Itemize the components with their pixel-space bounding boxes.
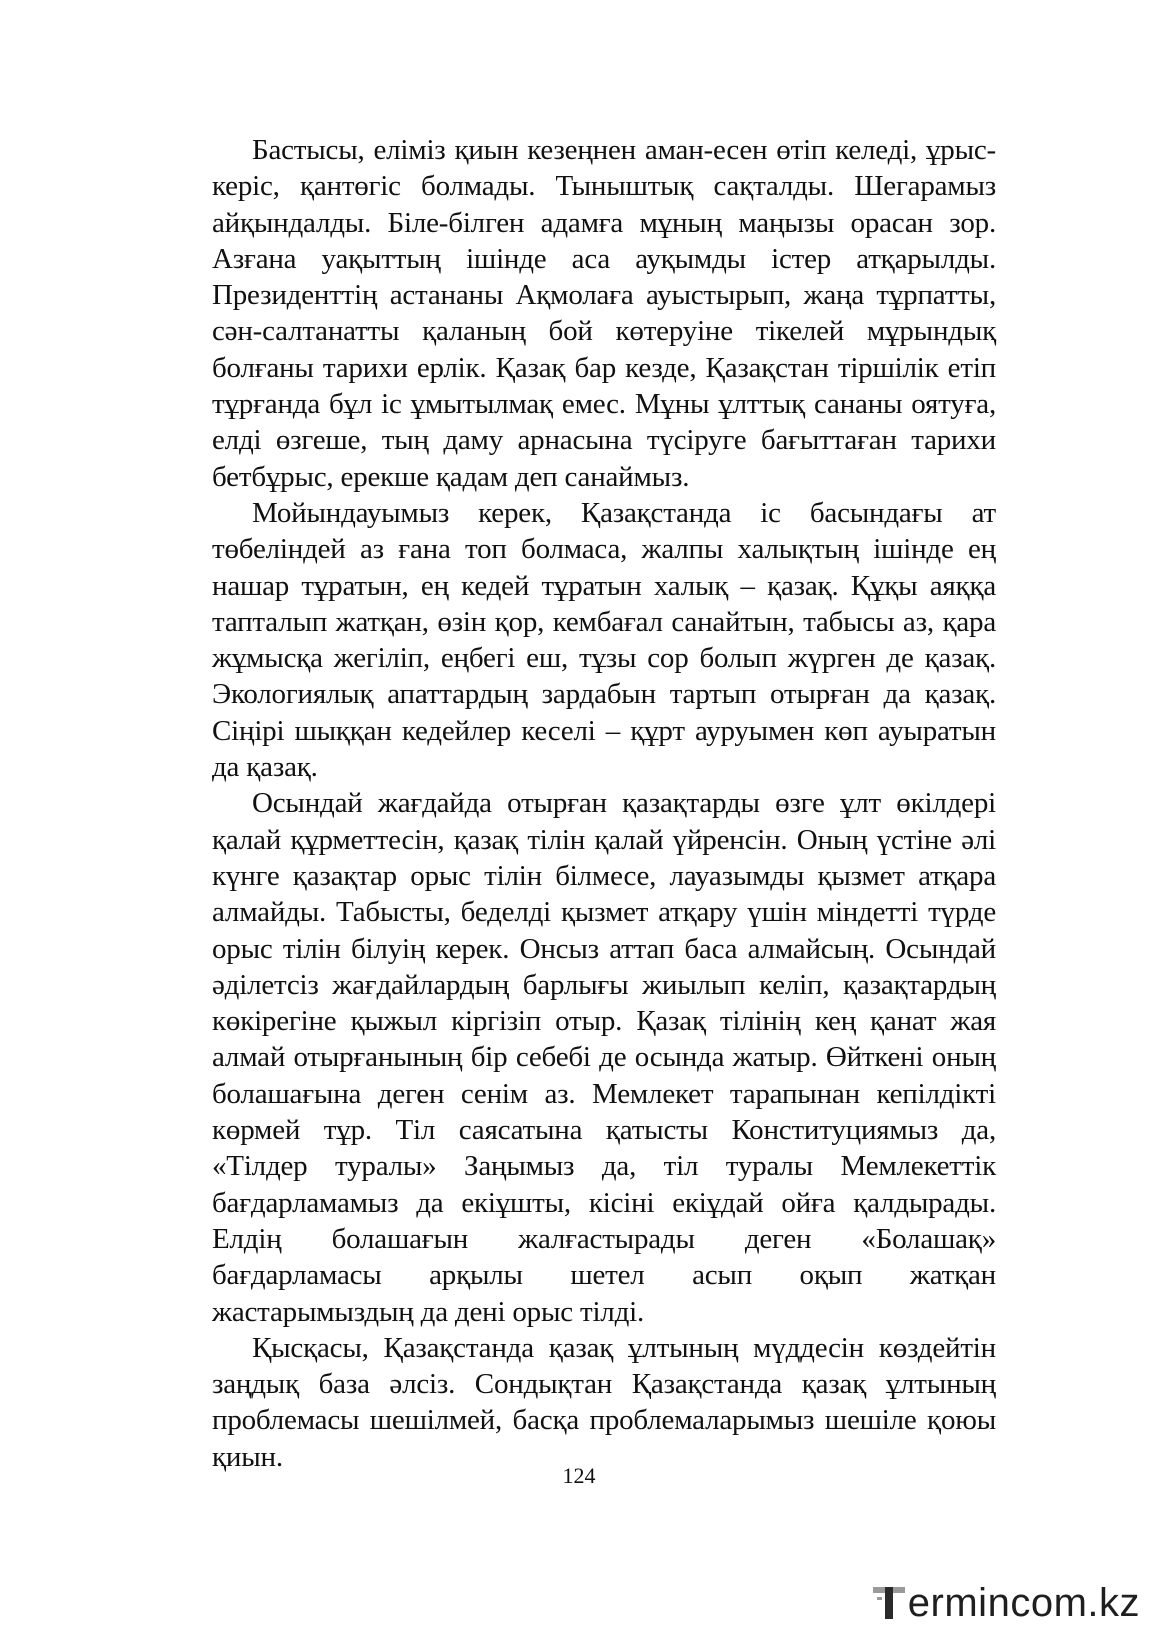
watermark-text: ermincom.kz: [907, 1581, 1140, 1625]
watermark-logo: [872, 1573, 1140, 1625]
page-number: 124: [562, 1463, 596, 1488]
body-text: [212, 132, 996, 1475]
paragraph-1: Бастысы, еліміз қиын кезеңнен аман-есен өтіп келеді, ұрыс-керіс, қантөгіс болмады. Тыныштық сақталды. Шегарамыз айқындалды. Біле-білген адамға мұның маңызы орасан зор. Азғана уақыттың ішінде аса ауқымды істер атқарылды. Президенттің астананы Ақмолаға ауыстырып, жаңа тұрпатты, сән-салтанатты қаланың бой көтеруіне тікелей мұрындық болғаны тарихи ерлік. Қазақ бар кезде, Қазақстан тіршілік етіп тұрғанда бұл іс ұмытылмақ емес. Мұны ұлттық сананы оятуға, елді өзгеше, тың даму арнасына түсіруге бағыттаған тарихи бетбұрыс, ерекше қадам деп санаймыз.: [212, 134, 996, 493]
t-logo-icon: [872, 1583, 906, 1625]
paragraph-2: Мойындауымыз керек, Қазақстанда іс басындағы ат төбеліндей аз ғана топ болмаса, жалпы халықтың ішінде ең нашар тұратын, ең кедей тұратын халық – қазақ. Құқы аяққа тапталып жатқан, өзін қор, кембағал санайтын, табысы аз, қара жұмысқа жегіліп, еңбегі еш, тұзы сор болып жүрген де қазақ. Экологиялық апаттардың зардабын тартып отырған да қазақ. Сіңірі шыққан кедейлер кеселі – құрт ауруымен көп ауыратын да қазақ.: [212, 496, 996, 784]
paragraph-4: Қысқасы, Қазақстанда қазақ ұлтының мүддесін көздейтін заңдық база әлсіз. Сондықтан Қазақстанда қазақ ұлтының проблемасы шешілмей, басқа проблемаларымыз шешіле қоюы қиын.: [212, 1331, 996, 1473]
paragraph-3: Осындай жағдайда отырған қазақтарды өзге ұлт өкілдері қалай құрметтесін, қазақ тілін қалай үйренсін. Оның үстіне әлі күнге қазақтар орыс тілін білмесе, лауазымды қызмет атқара алмайды. Табысты, беделді қызмет атқару үшін міндетті түрде орыс тілін білуің керек. Онсыз аттап баса алмайсың. Осындай әділетсіз жағдайлардың барлығы жиылып келіп, қазақтардың көкірегіне қыжыл кіргізіп отыр. Қазақ тілінің кең қанат жая алмай отырғанының бір себебі де осында жатыр. Өйткені оның болашағына деген сенім аз. Мемлекет тарапынан кепілдікті көрмей тұр. Тіл саясатына қатысты Конституциямыз да, «Тілдер туралы» Заңымыз да, тіл туралы Мемлекеттік бағдарламамыз да екіұшты, кісіні екіұдай ойға қалдырады. Елдің болашағын жалғастырады деген «Болашақ» бағдарламасы арқылы шетел асып оқып жатқан жастарымыздың да дені орыс тілді.: [212, 787, 996, 1328]
